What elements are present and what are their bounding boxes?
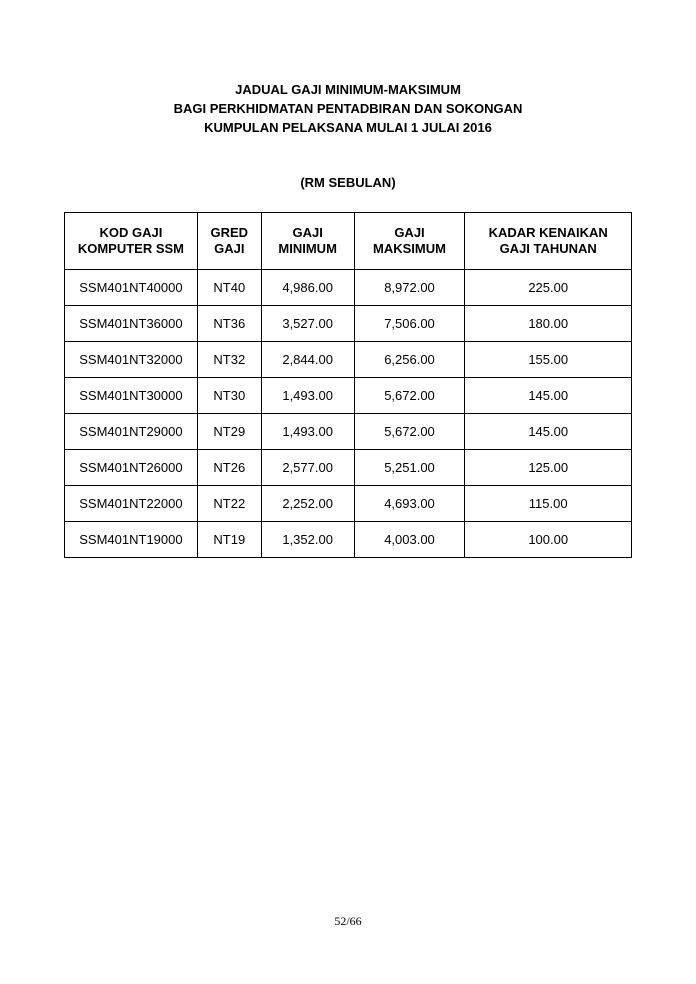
header-kod-gaji: KOD GAJI KOMPUTER SSM — [65, 213, 198, 270]
cell-kadar-kenaikan: 115.00 — [465, 486, 632, 522]
cell-kod-gaji: SSM401NT32000 — [65, 342, 198, 378]
cell-kod-gaji: SSM401NT19000 — [65, 522, 198, 558]
cell-kod-gaji: SSM401NT29000 — [65, 414, 198, 450]
cell-gaji-minimum: 2,252.00 — [261, 486, 354, 522]
table-row — [65, 306, 632, 342]
cell-kod-gaji: SSM401NT22000 — [65, 486, 198, 522]
cell-gaji-maksimum: 6,256.00 — [354, 342, 465, 378]
cell-gred: NT26 — [197, 450, 261, 486]
cell-gaji-maksimum: 5,251.00 — [354, 450, 465, 486]
cell-gaji-minimum: 4,986.00 — [261, 270, 354, 306]
cell-gaji-maksimum: 7,506.00 — [354, 306, 465, 342]
table-row — [65, 450, 632, 486]
cell-gaji-maksimum: 8,972.00 — [354, 270, 465, 306]
cell-gred: NT32 — [197, 342, 261, 378]
cell-gred: NT40 — [197, 270, 261, 306]
cell-kadar-kenaikan: 145.00 — [465, 414, 632, 450]
cell-kod-gaji: SSM401NT26000 — [65, 450, 198, 486]
cell-gred: NT22 — [197, 486, 261, 522]
table-row — [65, 378, 632, 414]
cell-kadar-kenaikan: 155.00 — [465, 342, 632, 378]
cell-gaji-maksimum: 4,003.00 — [354, 522, 465, 558]
cell-gaji-minimum: 1,493.00 — [261, 414, 354, 450]
header-gaji-maksimum: GAJI MAKSIMUM — [354, 213, 465, 270]
cell-kadar-kenaikan: 225.00 — [465, 270, 632, 306]
cell-gred: NT19 — [197, 522, 261, 558]
currency-unit-label: (RM SEBULAN) — [300, 175, 396, 190]
title-line-3: KUMPULAN PELAKSANA MULAI 1 JULAI 2016 — [204, 120, 492, 135]
cell-gaji-minimum: 1,493.00 — [261, 378, 354, 414]
cell-kod-gaji: SSM401NT36000 — [65, 306, 198, 342]
cell-gred: NT29 — [197, 414, 261, 450]
salary-table — [64, 212, 632, 558]
cell-gred: NT36 — [197, 306, 261, 342]
document-title — [0, 80, 696, 137]
header-gaji-minimum: GAJI MINIMUM — [261, 213, 354, 270]
cell-gaji-maksimum: 5,672.00 — [354, 378, 465, 414]
cell-gaji-maksimum: 4,693.00 — [354, 486, 465, 522]
table-row — [65, 342, 632, 378]
header-gred-gaji: GRED GAJI — [197, 213, 261, 270]
cell-gaji-minimum: 2,577.00 — [261, 450, 354, 486]
cell-kod-gaji: SSM401NT40000 — [65, 270, 198, 306]
table-row — [65, 522, 632, 558]
cell-gred: NT30 — [197, 378, 261, 414]
table-row — [65, 486, 632, 522]
table-row — [65, 270, 632, 306]
cell-gaji-minimum: 2,844.00 — [261, 342, 354, 378]
cell-kadar-kenaikan: 125.00 — [465, 450, 632, 486]
cell-gaji-minimum: 1,352.00 — [261, 522, 354, 558]
cell-kod-gaji: SSM401NT30000 — [65, 378, 198, 414]
title-line-1: JADUAL GAJI MINIMUM-MAKSIMUM — [235, 82, 461, 97]
cell-kadar-kenaikan: 145.00 — [465, 378, 632, 414]
title-line-2: BAGI PERKHIDMATAN PENTADBIRAN DAN SOKONGAN — [173, 101, 523, 116]
cell-kadar-kenaikan: 100.00 — [465, 522, 632, 558]
header-kadar-kenaikan: KADAR KENAIKAN GAJI TAHUNAN — [465, 213, 632, 270]
table-header-row — [65, 213, 632, 270]
page-number: 52/66 — [334, 914, 362, 928]
table-row — [65, 414, 632, 450]
cell-gaji-maksimum: 5,672.00 — [354, 414, 465, 450]
cell-gaji-minimum: 3,527.00 — [261, 306, 354, 342]
cell-kadar-kenaikan: 180.00 — [465, 306, 632, 342]
